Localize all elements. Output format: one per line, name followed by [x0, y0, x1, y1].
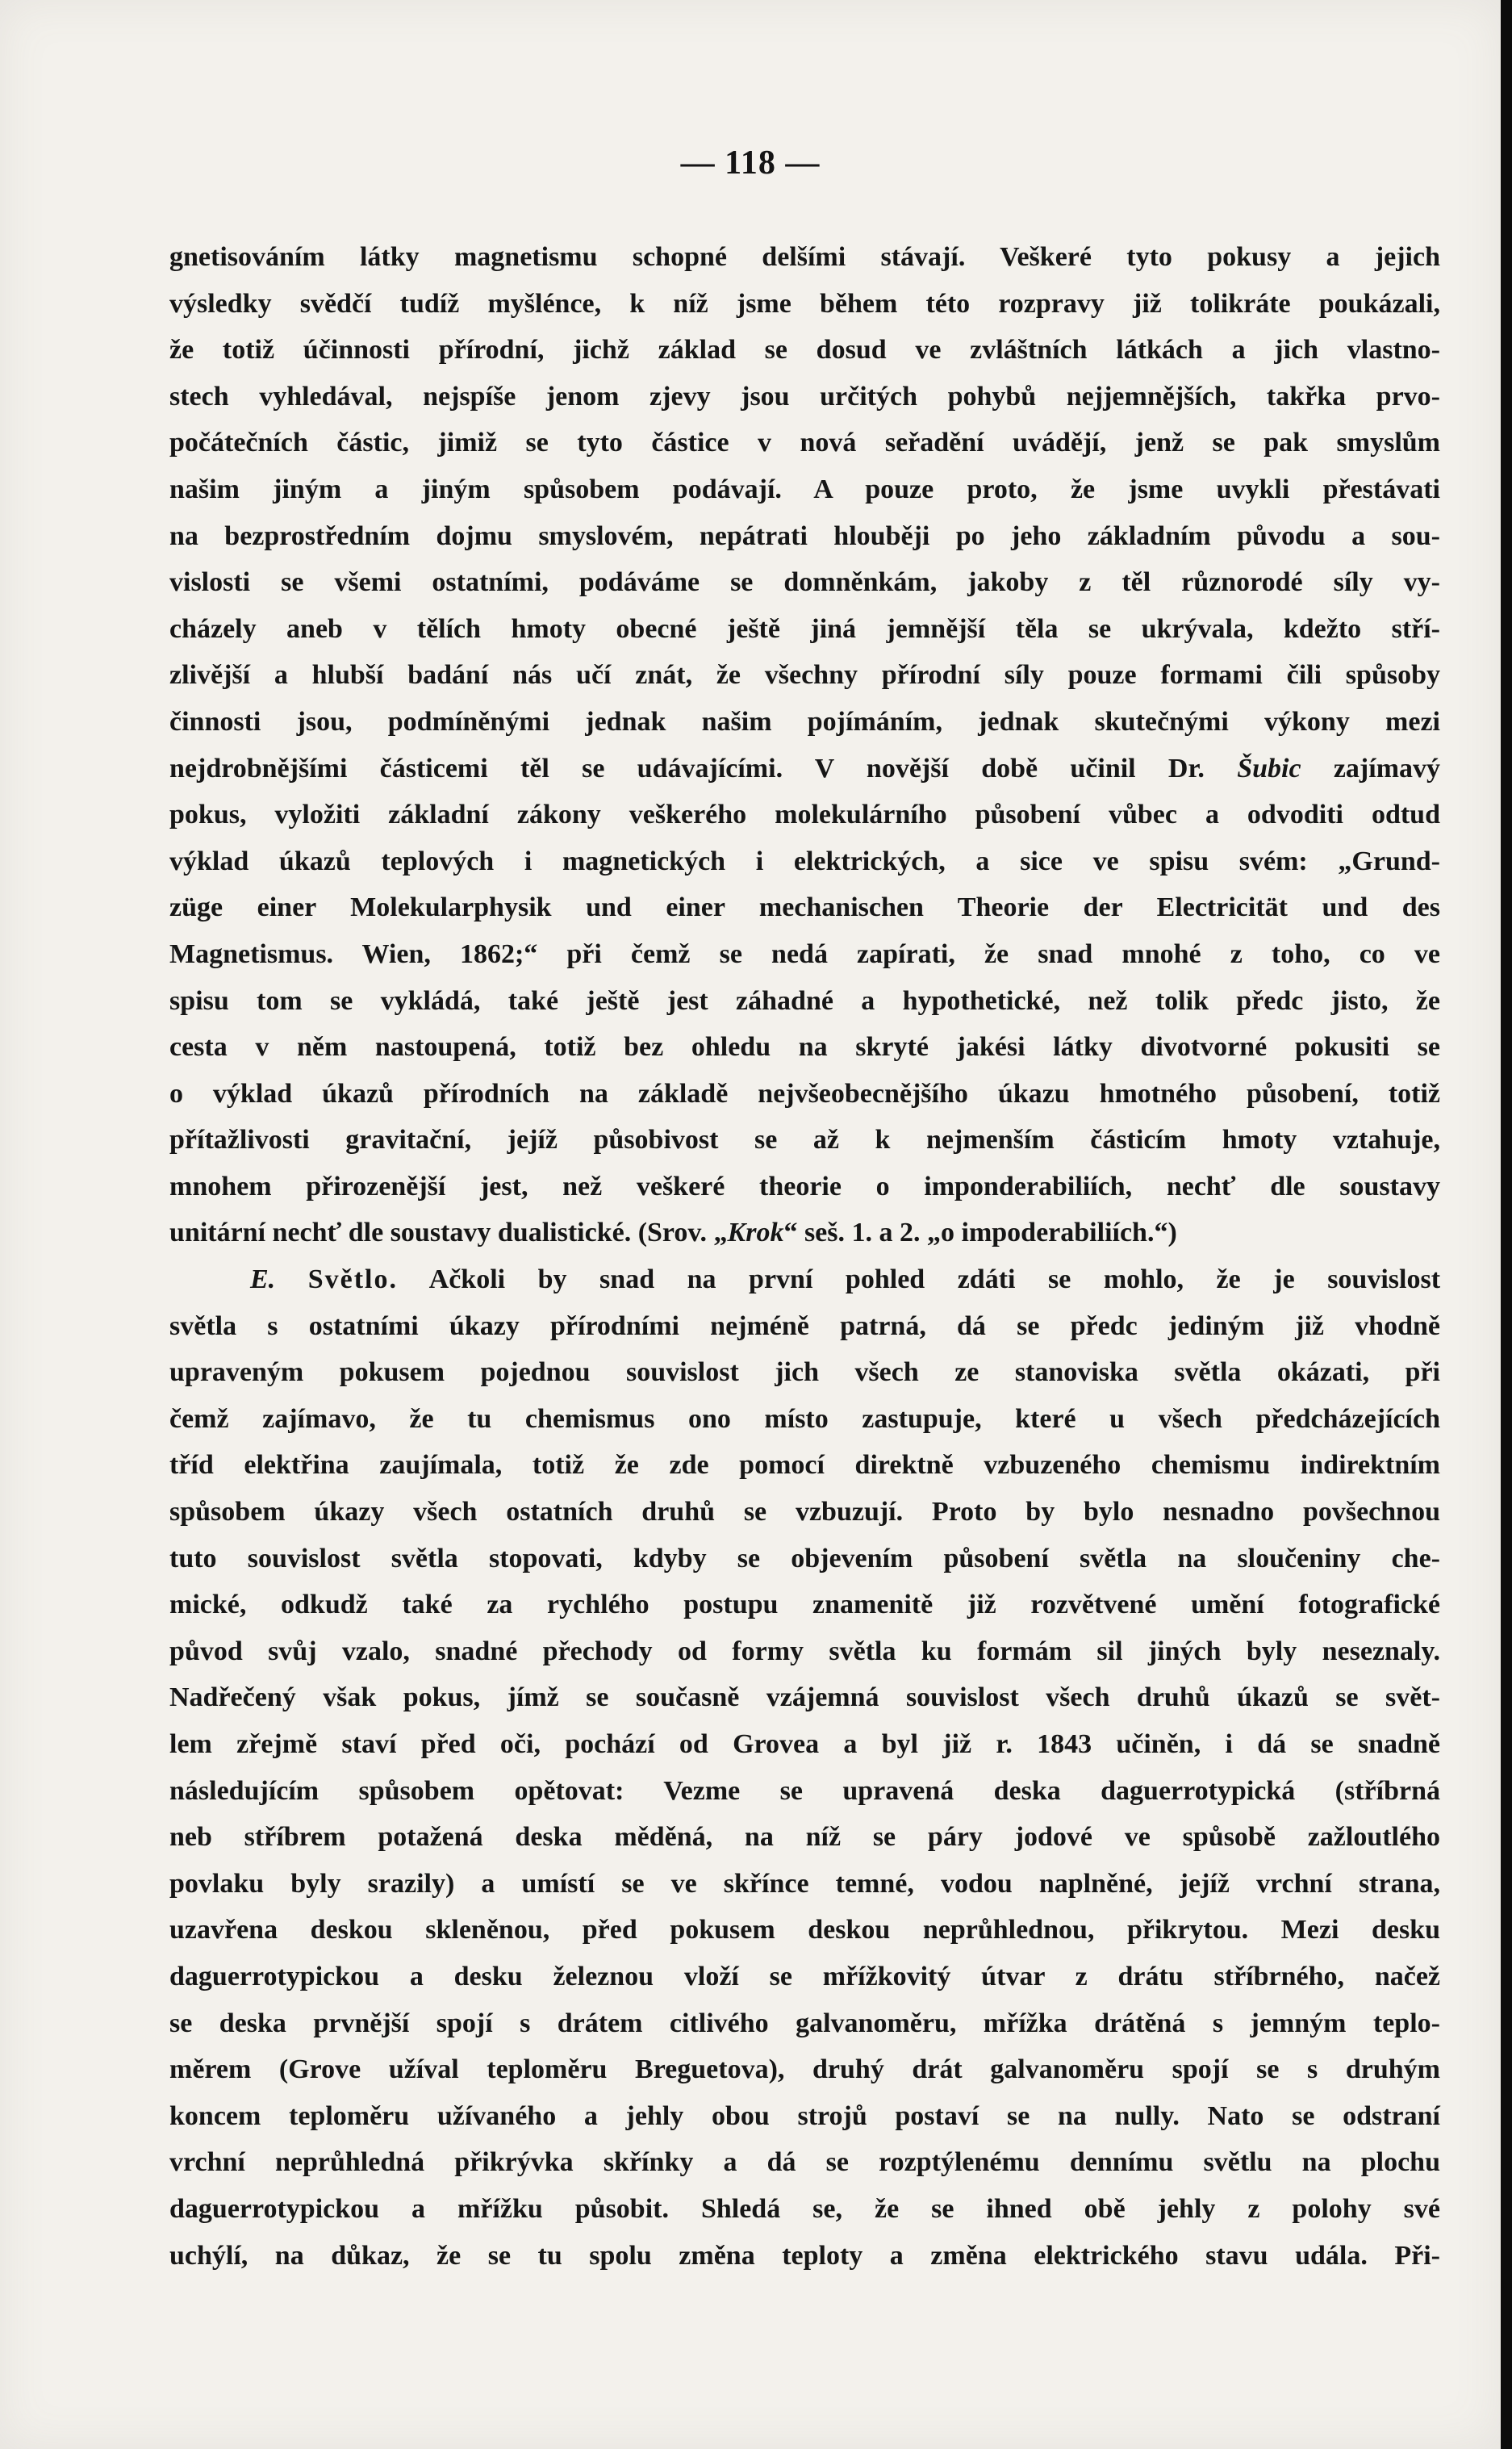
text-line: se deska prvnější spojí s drátem citlivého galvanoměru, mřížka drátěná s jemným teplo-: [169, 2008, 1440, 2038]
text-line: mnohem přirozenější jest, než veškeré theorie o imponderabiliích, nechť dle soustavy: [169, 1171, 1440, 1202]
text-line: výsledky svědčí tudíž myšlénce, k níž jsme během této rozpravy již tolikráte poukázali,: [169, 288, 1440, 319]
text-line: následujícím spůsobem opětovat: Vezme se upravená deska daguerrotypická (stříbrná: [169, 1775, 1440, 1806]
text-line: výklad úkazů teplových i magnetických i elektrických, a sice ve spisu svém: „Grund-: [169, 846, 1440, 876]
text-line: upraveným pokusem pojednou souvislost jich všech ze stanoviska světla okázati, při: [169, 1357, 1440, 1388]
text-segment: zajímavý: [1333, 753, 1441, 784]
page-number-header: — 118 —: [680, 144, 821, 182]
text-line: povlaku byly srazily) a umístí se ve skřínce temné, vodou naplněné, jejíž vrchní strana,: [169, 1868, 1440, 1899]
text-line: koncem teploměru užívaného a jehly obou strojů postaví se na nully. Nato se odstraní: [169, 2100, 1440, 2131]
text-line: našim jiným a jiným spůsobem podávají. A pouze proto, že jsme uvykli přestávati: [169, 474, 1440, 504]
text-segment: “ seš. 1. a 2. „o impoderabiliích.“): [783, 1218, 1177, 1248]
text-line: neb stříbrem potažená deska měděná, na níž se páry jodové ve spůsobě zažloutlého: [169, 1822, 1440, 1853]
text-line: daguerrotypickou a desku železnou vloží se mřížkovitý útvar z drátu stříbrného, načež: [169, 1961, 1440, 1991]
text-segment: Ačkoli by snad na první pohled zdáti se mohlo, že je souvislost: [428, 1264, 1441, 1295]
text-line: o výklad úkazů přírodních na základě nejvšeobecnějšího úkazu hmotného působení, totiž: [169, 1078, 1440, 1109]
author-name-subic: Šubic: [1237, 753, 1301, 784]
text-segment: nejdrobnějšími částicemi těl se udávajícími. V novější době učinil Dr.: [169, 753, 1205, 784]
text-line: světla s ostatními úkazy přírodními nejméně patrná, dá se předc jediným již vhodně: [169, 1310, 1440, 1341]
scan-border-right: [1501, 0, 1512, 2449]
text-line: zlivější a hlubší badání nás učí znát, že všechny přírodní síly pouze formami čili spůsoby: [169, 660, 1440, 691]
text-line: činnosti jsou, podmíněnými jednak našim pojímáním, jednak skutečnými výkony mezi: [169, 706, 1440, 737]
text-line: daguerrotypickou a mřížku působit. Shledá se, že se ihned obě jehly z polohy své: [169, 2193, 1440, 2224]
text-line: vislosti se všemi ostatními, podáváme se domněnkám, jakoby z těl různorodé síly vy-: [169, 567, 1440, 598]
text-line: cesta v něm nastoupená, totiž bez ohledu na skryté jakési látky divotvorné pokusiti se: [169, 1032, 1440, 1063]
text-line: Nadřečený však pokus, jímž se současně vzájemná souvislost všech druhů úkazů se svět-: [169, 1682, 1440, 1713]
text-line: züge einer Molekularphysik und einer mechanischen Theorie der Electricität und des: [169, 892, 1440, 923]
text-line: [169, 746, 1440, 792]
text-line: stech vyhledával, nejspíše jenom zjevy jsou určitých pohybů nejjemnějších, takřka prvo-: [169, 381, 1440, 412]
text-line: čemž zajímavo, že tu chemismus ono místo zastupuje, které u všech předcházejících: [169, 1403, 1440, 1434]
text-line: vrchní neprůhledná přikrývka skřínky a dá se rozptýlenému dennímu světlu na plochu: [169, 2147, 1440, 2178]
text-line: počátečních částic, jimiž se tyto částice v nová seřadění uvádějí, jenž se pak smyslům: [169, 428, 1440, 458]
text-line: cházely aneb v tělích hmoty obecné ještě jiná jemnější těla se ukrývala, kdežto stří-: [169, 613, 1440, 644]
section-title: Světlo.: [307, 1264, 398, 1295]
text-line: spůsobem úkazy všech ostatních druhů se vzbuzují. Proto by bylo nesnadno povšechnou: [169, 1497, 1440, 1527]
section-letter: E.: [250, 1264, 276, 1295]
body-text: [169, 234, 1440, 2279]
text-line: lem zřejmě staví před oči, pochází od Grovea a byl již r. 1843 učiněn, i dá se snadně: [169, 1729, 1440, 1759]
journal-name-krok: Krok: [727, 1218, 784, 1248]
text-line: původ svůj vzalo, snadné přechody od formy světla ku formám sil jiných byly neseznaly.: [169, 1636, 1440, 1666]
text-line: pokus, vyložiti základní zákony veškerého molekulárního působení vůbec a odvoditi odtud: [169, 800, 1440, 830]
text-line: měrem (Grove užíval teploměru Breguetova), druhý drát galvanoměru spojí se s druhým: [169, 2054, 1440, 2085]
text-line: [169, 1210, 1440, 1256]
text-line: gnetisováním látky magnetismu schopné delšími stávají. Veškeré tyto pokusy a jejich: [169, 242, 1440, 272]
text-line: na bezprostředním dojmu smyslovém, nepátrati hlouběji po jeho základním původu a sou-: [169, 520, 1440, 551]
text-line: Magnetismus. Wien, 1862;“ při čemž se nedá zapírati, že snad mnohé z toho, co ve: [169, 938, 1440, 969]
text-line: přítažlivosti gravitační, jejíž působivost se až k nejmenším částicím hmoty vztahuje,: [169, 1125, 1440, 1156]
text-line: tříd elektřina zaujímala, totiž že zde pomocí direktně vzbuzeného chemismu indirektním: [169, 1450, 1440, 1481]
text-line: spisu tom se vykládá, také ještě jest záhadné a hypothetické, než tolik předc jisto, že: [169, 985, 1440, 1016]
text-line: tuto souvislost světla stopovati, kdyby se objevením působení světla na sloučeniny che-: [169, 1543, 1440, 1573]
text-line: uzavřena deskou skleněnou, před pokusem deskou neprůhlednou, přikrytou. Mezi desku: [169, 1915, 1440, 1945]
text-line: uchýlí, na důkaz, že se tu spolu změna teploty a změna elektrického stavu udála. Při-: [169, 2240, 1440, 2271]
text-segment: unitární nechť dle soustavy dualistické. (Srov. „: [169, 1218, 728, 1248]
text-line: že totiž účinnosti přírodní, jichž základ se dosud ve zvláštních látkách a jich vlastno-: [169, 335, 1440, 366]
text-line: mické, odkudž také za rychlého postupu znamenitě již rozvětvené umění fotografické: [169, 1590, 1440, 1620]
section-heading-line: [169, 1256, 1440, 1303]
